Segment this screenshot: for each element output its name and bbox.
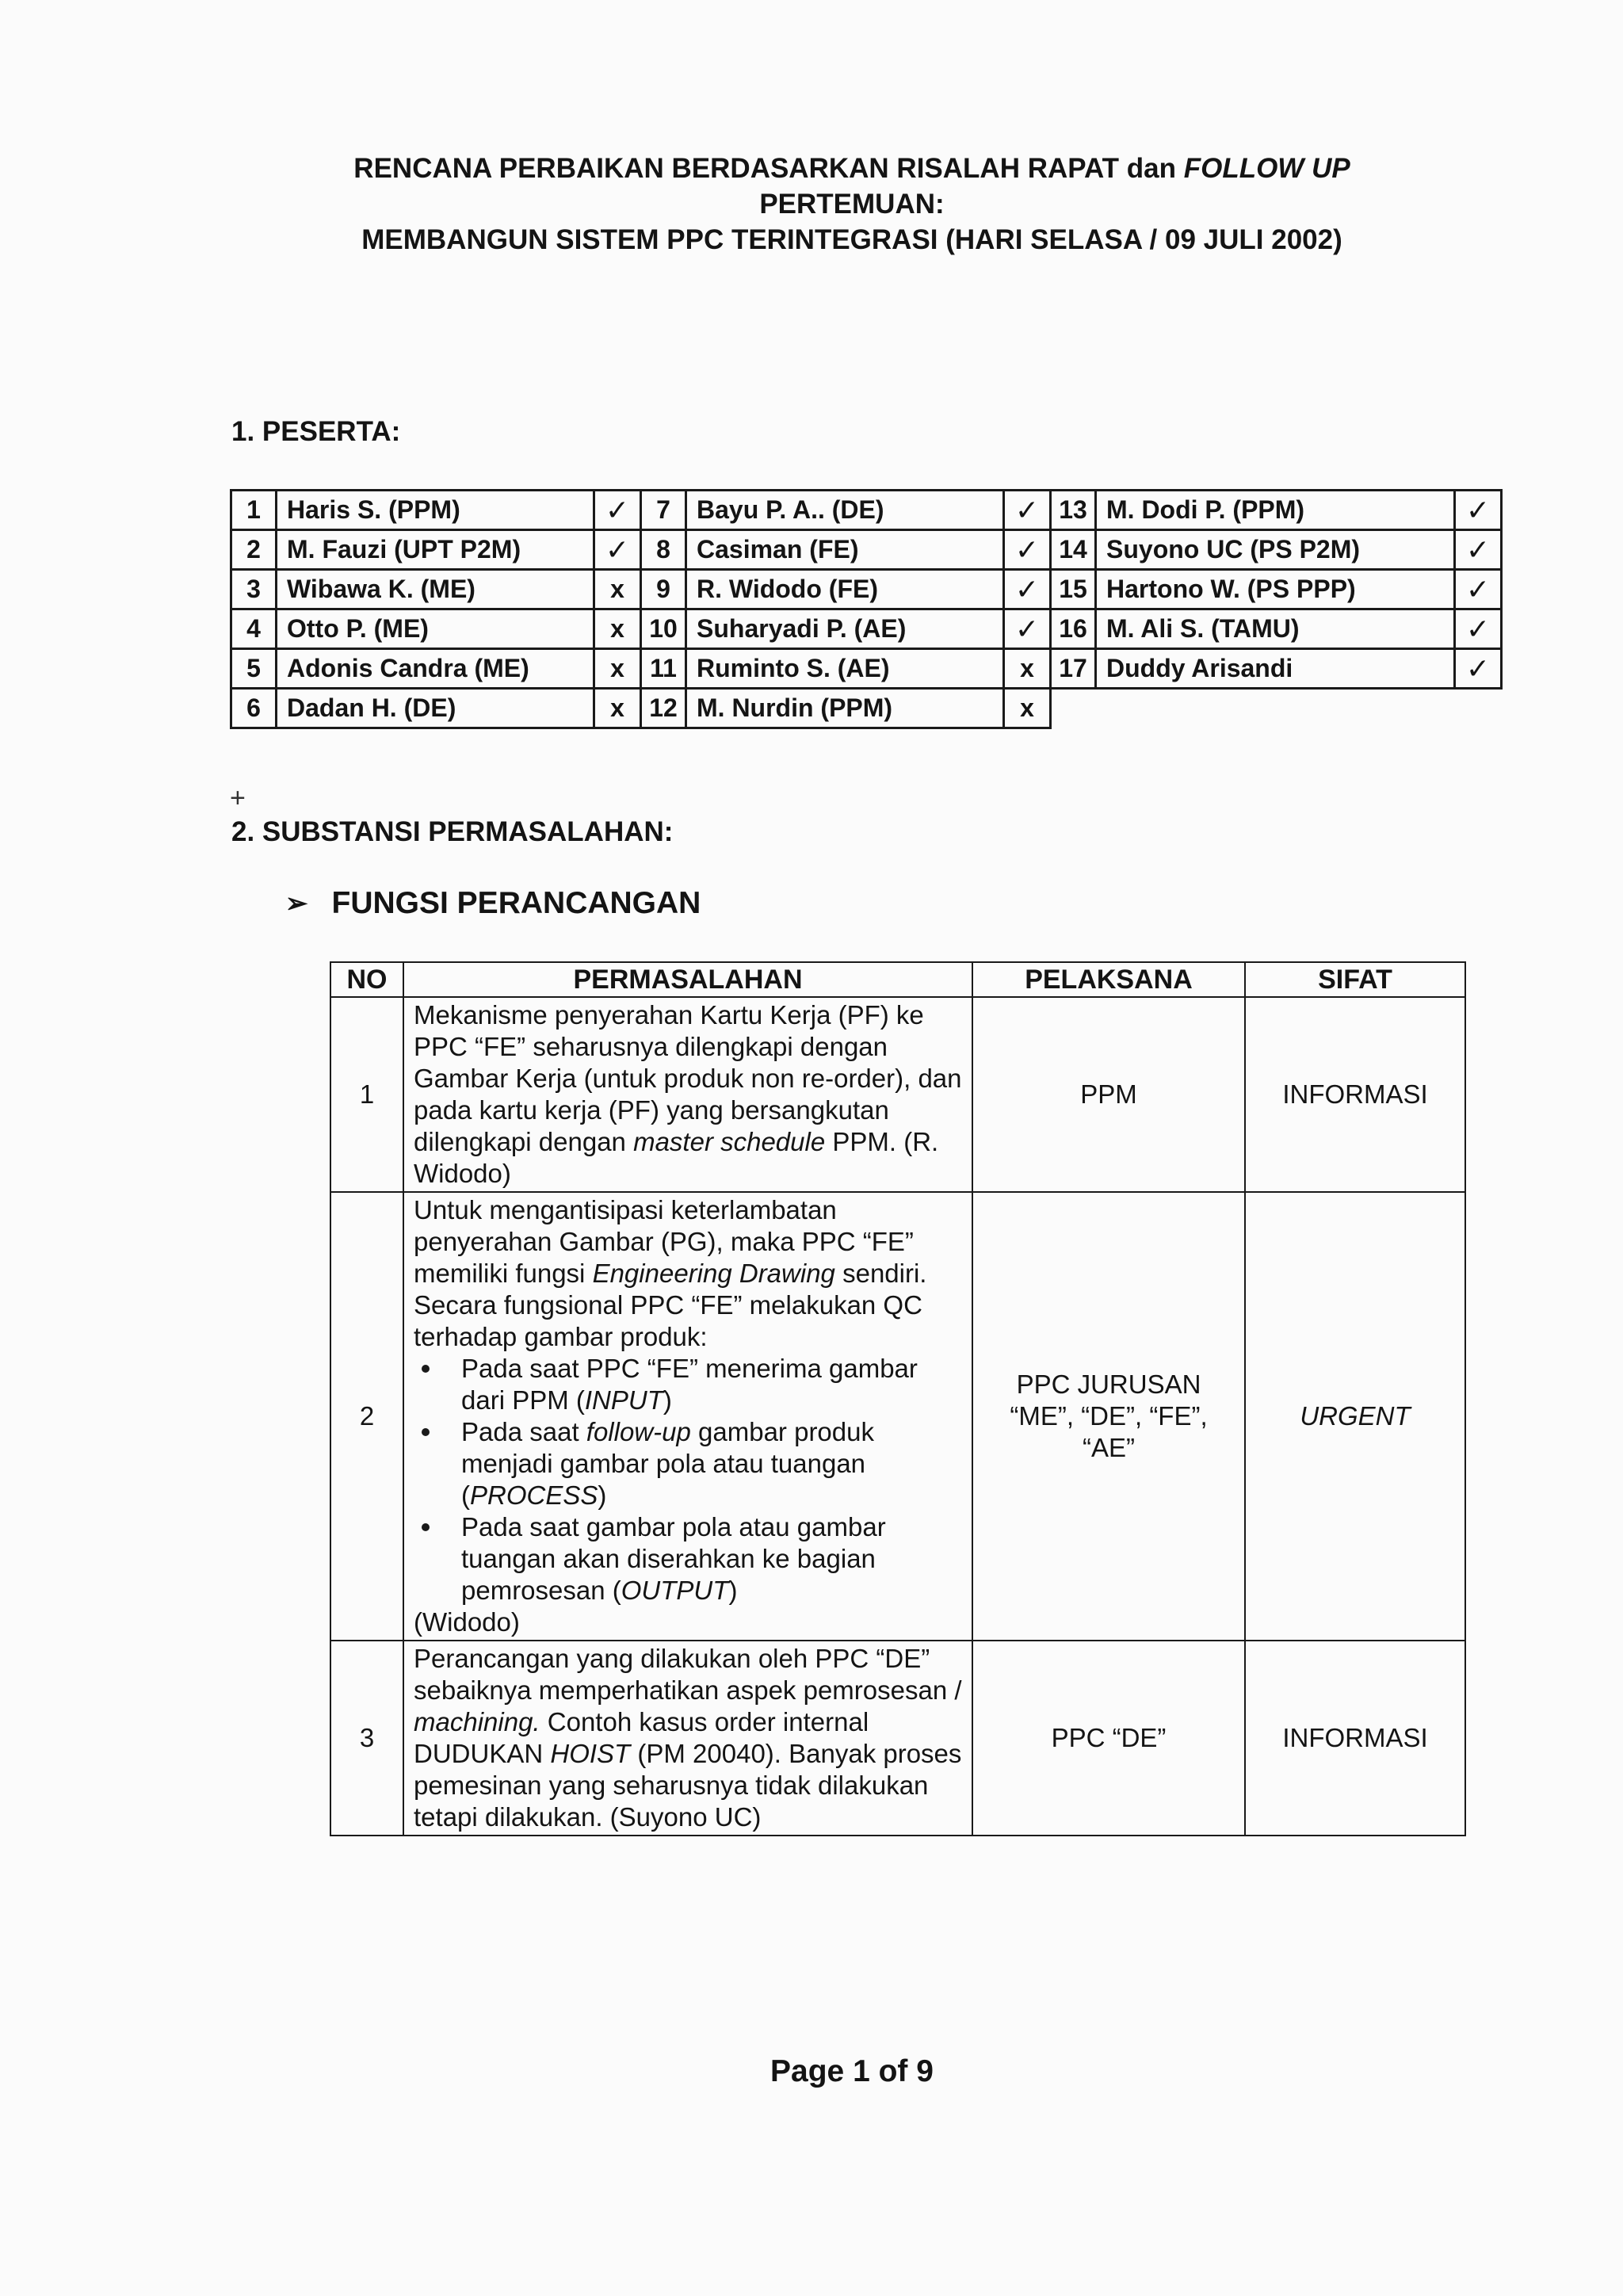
attendance-absent-icon: x [594, 570, 641, 609]
issue-text: gambar produk menjadi gambar pola atau tuangan ( [461, 1417, 874, 1510]
issue-text-italic: INPUT [584, 1385, 663, 1415]
attendance-check-icon: ✓ [1004, 570, 1051, 609]
issue-bullet-list [414, 1353, 962, 1606]
issues-header-row [330, 962, 1465, 997]
participant-name: Dadan H. (DE) [277, 689, 594, 728]
participants-table [230, 489, 1503, 729]
issue-text-italic: machining. [414, 1707, 540, 1736]
issue-number: 1 [330, 997, 403, 1192]
issue-number: 2 [330, 1192, 403, 1641]
issue-bullet [461, 1353, 962, 1416]
participant-number: 7 [641, 491, 686, 530]
issue-text: Untuk mengantisipasi keterlambatan penyerahan Gambar (PG), maka PPC “FE” memiliki fungsi [414, 1195, 914, 1288]
title-line-2: PERTEMUAN: [759, 189, 945, 220]
issue-text-italic: master schedule [633, 1127, 826, 1156]
issue-executor [972, 1192, 1245, 1641]
attendance-absent-icon: x [1004, 649, 1051, 689]
participant-number: 6 [231, 689, 277, 728]
executor-line: PPC JURUSAN [1016, 1370, 1201, 1399]
issue-text: Pada saat gambar pola atau gambar tuangan akan diserahkan ke bagian pemrosesan ( [461, 1512, 886, 1605]
issue-text: Pada saat PPC “FE” menerima gambar dari PPM ( [461, 1354, 918, 1415]
participant-name: Suyono UC (PS P2M) [1096, 530, 1455, 570]
participant-name: Ruminto S. (AE) [686, 649, 1004, 689]
attendance-absent-icon: x [594, 649, 641, 689]
page-number: Page 1 of 9 [770, 2054, 934, 2088]
header-executor: PELAKSANA [972, 962, 1245, 997]
participant-name: M. Ali S. (TAMU) [1096, 609, 1455, 649]
issue-closing: (Widodo) [414, 1607, 520, 1637]
issue-bullet [461, 1416, 962, 1511]
issue-row [330, 1192, 1465, 1641]
participant-name: M. Dodi P. (PPM) [1096, 491, 1455, 530]
title-line-1-italic: FOLLOW UP [1183, 153, 1350, 184]
participant-name: Wibawa K. (ME) [277, 570, 594, 609]
issue-text-italic: PROCESS [470, 1480, 598, 1510]
subsection-title: FUNGSI PERANCANGAN [331, 886, 701, 920]
attendance-check-icon: ✓ [1004, 530, 1051, 570]
participant-number: 15 [1051, 570, 1096, 609]
participant-name: Casiman (FE) [686, 530, 1004, 570]
participant-name: Otto P. (ME) [277, 609, 594, 649]
issue-description [403, 1641, 972, 1836]
issue-nature: INFORMASI [1245, 997, 1465, 1192]
attendance-check-icon: ✓ [1004, 609, 1051, 649]
issue-text: Perancangan yang dilakukan oleh PPC “DE” sebaiknya memperhatikan aspek pemrosesan / [414, 1644, 962, 1705]
issue-text: Mekanisme penyerahan Kartu Kerja (PF) ke PPC “FE” seharusnya dilengkapi dengan Gambar Kerja (untuk produk non re-order), dan pada kartu kerja (PF) yang bersangkutan dilengkapi dengan [414, 1000, 962, 1156]
empty-cell [1051, 689, 1502, 728]
attendance-check-icon: ✓ [1455, 570, 1502, 609]
issue-row [330, 1641, 1465, 1836]
participants-row [231, 649, 1502, 689]
issue-text: sendiri. Secara fungsional PPC “FE” melakukan QC terhadap gambar produk: [414, 1259, 927, 1351]
issue-executor: PPM [972, 997, 1245, 1192]
issue-text: Contoh kasus order internal DUDUKAN [414, 1707, 869, 1768]
participant-name: M. Nurdin (PPM) [686, 689, 1004, 728]
participant-number: 8 [641, 530, 686, 570]
participant-name: Duddy Arisandi [1096, 649, 1455, 689]
participant-number: 4 [231, 609, 277, 649]
issue-text-italic: Engineering Drawing [592, 1259, 835, 1288]
header-nature: SIFAT [1245, 962, 1465, 997]
plus-mark: + [230, 783, 246, 813]
header-no: NO [330, 962, 403, 997]
participant-number: 12 [641, 689, 686, 728]
issue-text: PPM. (R. Widodo) [414, 1127, 939, 1188]
participant-name: Haris S. (PPM) [277, 491, 594, 530]
participant-name: M. Fauzi (UPT P2M) [277, 530, 594, 570]
participant-name: Suharyadi P. (AE) [686, 609, 1004, 649]
participant-name: R. Widodo (FE) [686, 570, 1004, 609]
attendance-check-icon: ✓ [1455, 649, 1502, 689]
issue-description [403, 1192, 972, 1641]
attendance-absent-icon: x [1004, 689, 1051, 728]
participants-row [231, 609, 1502, 649]
participant-number: 1 [231, 491, 277, 530]
executor-line: “ME”, “DE”, “FE”, [1010, 1401, 1208, 1431]
title-line-1-main: RENCANA PERBAIKAN BERDASARKAN RISALAH RAPAT dan [353, 153, 1184, 184]
arrow-bullet-icon: ➢ [285, 888, 308, 919]
participant-number: 13 [1051, 491, 1096, 530]
executor-line: “AE” [1083, 1433, 1135, 1462]
attendance-check-icon: ✓ [1455, 491, 1502, 530]
attendance-check-icon: ✓ [1455, 530, 1502, 570]
attendance-check-icon: ✓ [594, 491, 641, 530]
participant-number: 2 [231, 530, 277, 570]
attendance-absent-icon: x [594, 689, 641, 728]
attendance-check-icon: ✓ [1004, 491, 1051, 530]
issue-nature: URGENT [1245, 1192, 1465, 1641]
participants-row [231, 530, 1502, 570]
participants-row [231, 570, 1502, 609]
title-line-3: MEMBANGUN SISTEM PPC TERINTEGRASI (HARI SELASA / 09 JULI 2002) [361, 224, 1342, 255]
issue-row [330, 997, 1465, 1192]
issue-executor: PPC “DE” [972, 1641, 1245, 1836]
issues-table [330, 961, 1466, 1836]
participant-number: 16 [1051, 609, 1096, 649]
participant-number: 5 [231, 649, 277, 689]
participant-number: 9 [641, 570, 686, 609]
subsection-heading [285, 886, 701, 921]
participant-number: 10 [641, 609, 686, 649]
issue-text: (PM 20040). Banyak proses pemesinan yang seharusnya tidak dilakukan tetapi dilakukan. (Suyono UC) [414, 1739, 962, 1832]
participant-name: Adonis Candra (ME) [277, 649, 594, 689]
issue-description [403, 997, 972, 1192]
header-problem: PERMASALAHAN [403, 962, 972, 997]
issue-text-italic: follow-up [586, 1417, 691, 1446]
issue-bullet [461, 1511, 962, 1606]
title-line-1 [238, 151, 1466, 186]
issue-text: ) [598, 1480, 607, 1510]
section-1-heading: 1. PESERTA: [231, 416, 401, 447]
issue-text: Pada saat [461, 1417, 586, 1446]
participant-number: 14 [1051, 530, 1096, 570]
attendance-check-icon: ✓ [1455, 609, 1502, 649]
participants-row [231, 491, 1502, 530]
participant-number: 11 [641, 649, 686, 689]
participant-number: 17 [1051, 649, 1096, 689]
participant-name: Hartono W. (PS PPP) [1096, 570, 1455, 609]
issue-text: ) [663, 1385, 672, 1415]
issue-nature: INFORMASI [1245, 1641, 1465, 1836]
issue-text: ) [728, 1576, 738, 1605]
issue-number: 3 [330, 1641, 403, 1836]
participant-name: Bayu P. A.. (DE) [686, 491, 1004, 530]
issue-intro [414, 1194, 962, 1353]
attendance-absent-icon: x [594, 609, 641, 649]
attendance-check-icon: ✓ [594, 530, 641, 570]
participants-row [231, 689, 1502, 728]
issue-text-italic: HOIST [550, 1739, 631, 1768]
participant-number: 3 [231, 570, 277, 609]
issue-text-italic: OUTPUT [621, 1576, 729, 1605]
document-title [238, 151, 1466, 258]
section-2-heading: 2. SUBSTANSI PERMASALAHAN: [231, 816, 674, 847]
